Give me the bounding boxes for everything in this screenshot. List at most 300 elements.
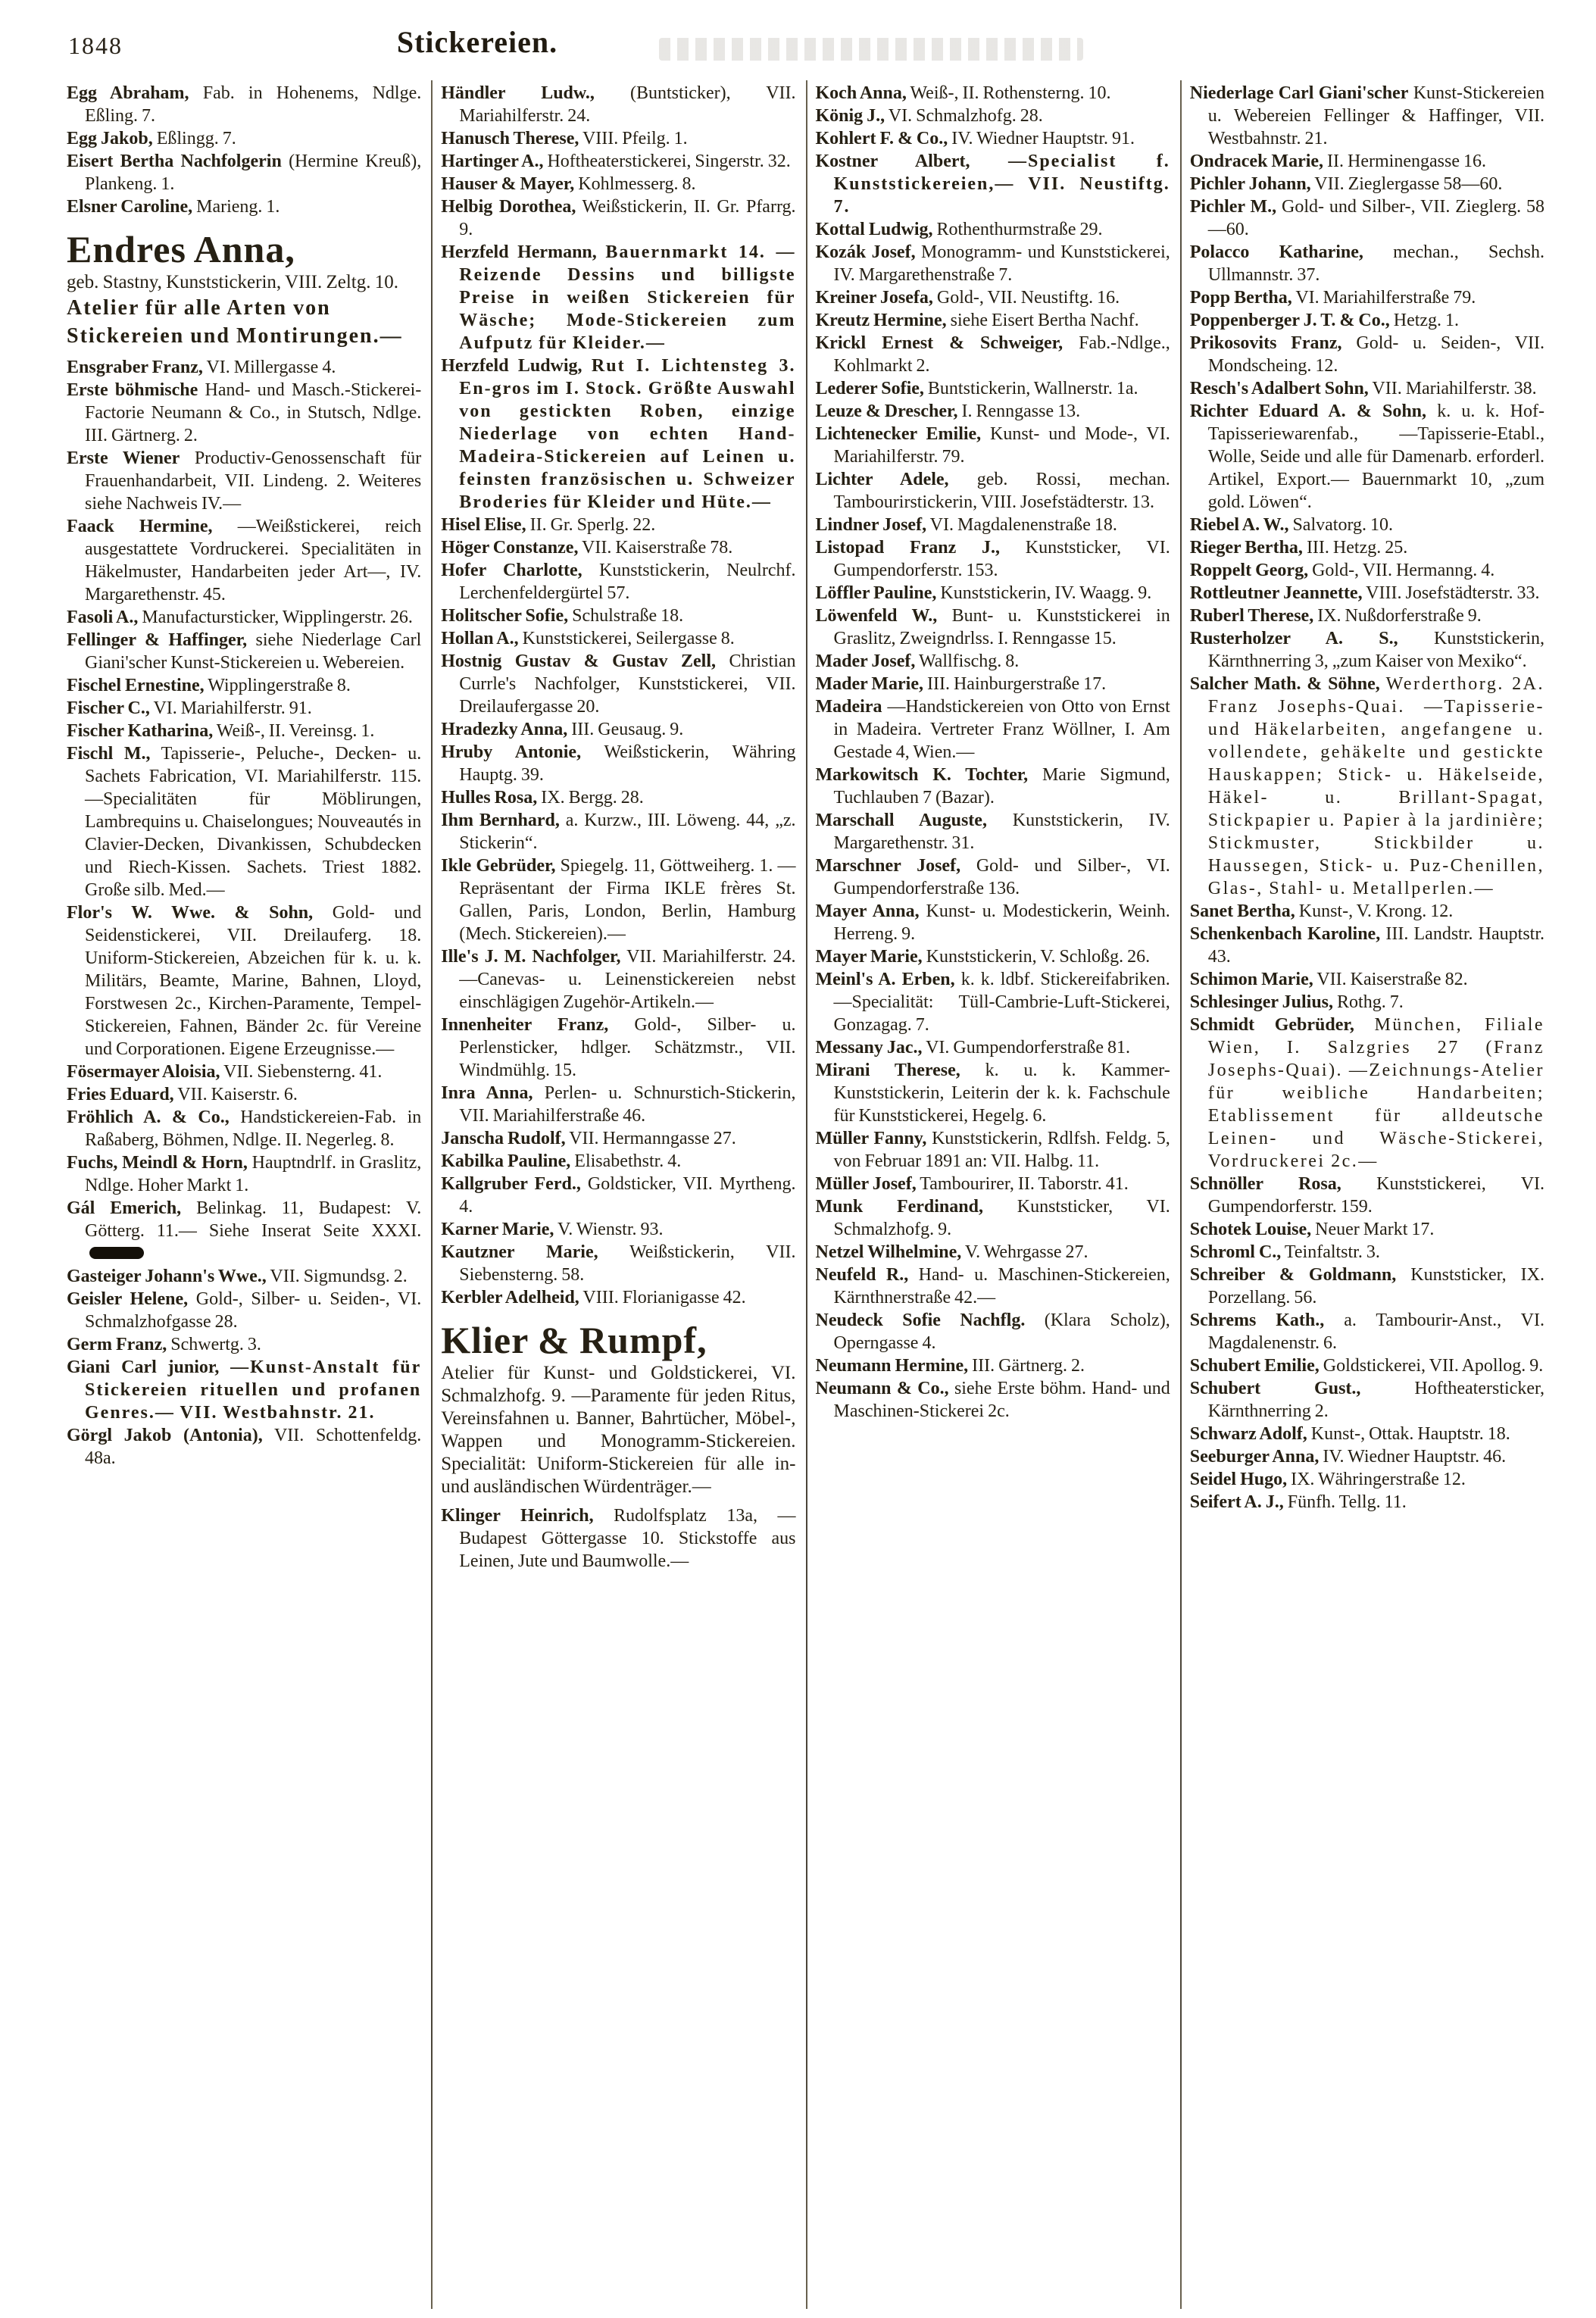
directory-entry xyxy=(816,582,1170,604)
entry-text: Bauernmarkt 14. —Reizende Dessins und billigste Preise in weißen Stickereien für Wäsche; Mode-Stickereien zum Aufputz für Kleider.— xyxy=(459,242,796,353)
entry-text: Gold- u. Seiden-, VII. Mondscheing. 12. xyxy=(1207,333,1545,376)
directory-entry xyxy=(1190,400,1544,514)
entry-name: Ille's J. M. Nachfolger, xyxy=(441,947,621,967)
entry-text: VI. Schmalzhofg. 28. xyxy=(888,106,1043,126)
directory-entry xyxy=(1190,991,1544,1014)
entry-text: mechan., Sechsh. Ullmannstr. 37. xyxy=(1207,242,1544,285)
entry-text: siehe Eisert Bertha Nachf. xyxy=(950,311,1139,330)
directory-entry xyxy=(1190,627,1544,673)
entry-name: Pichler Johann, xyxy=(1189,174,1311,194)
entry-text: Hand- u. Maschinen-Stickereien, Kärnthnerstraße 42.— xyxy=(833,1265,1170,1307)
entry-text: k. u. k. Kammer-Kunststickerin, Leiterin der k. k. Fachschule für Kunststickerei, Hegelg. 6. xyxy=(833,1061,1170,1126)
directory-entry xyxy=(441,536,795,559)
directory-entry xyxy=(1190,150,1544,173)
entry-text: III. Gärtnerg. 2. xyxy=(972,1356,1085,1376)
directory-entry xyxy=(67,1106,421,1151)
entry-name: König J., xyxy=(815,106,885,126)
entry-text: Manufactursticker, Wipplingerstr. 26. xyxy=(142,608,413,627)
directory-entry xyxy=(816,1264,1170,1309)
entry-name: Kohlert F. & Co., xyxy=(815,129,948,148)
directory-entry xyxy=(67,127,421,150)
entry-text: a. Tambourir-Anst., VI. Magdalenenstr. 6. xyxy=(1207,1311,1545,1353)
directory-entry xyxy=(816,1173,1170,1195)
directory-entry xyxy=(67,447,421,515)
entry-text: Eßlingg. 7. xyxy=(156,129,236,148)
directory-entry xyxy=(1190,1468,1544,1491)
entry-text: II. Gr. Sperlg. 22. xyxy=(529,515,656,535)
entry-name: Ikle Gebrüder, xyxy=(441,856,556,876)
directory-entry xyxy=(1190,377,1544,400)
directory-entry xyxy=(1190,82,1544,150)
entry-text: III. Landstr. Hauptstr. 43. xyxy=(1207,924,1544,967)
directory-entry xyxy=(67,629,421,674)
entry-text: —Weißstickerei, reich ausgestattete Vordruckerei. Specialitäten in Häkelmuster, Handarbeiten jeder Art—, IV. Margarethenstr. 45. xyxy=(85,517,422,604)
entry-name: Müller Fanny, xyxy=(815,1129,927,1148)
entry-name: Erste Wiener xyxy=(67,448,180,468)
entry-text: (Buntsticker), VII. Mariahilferstr. 24. xyxy=(459,83,796,126)
entry-text: Kunststickerin, Rdlfsh. Feldg. 5, von Februar 1891 an: VII. Halbg. 11. xyxy=(833,1129,1170,1171)
entry-text: Wallfischg. 8. xyxy=(918,651,1020,671)
entry-name: Munk Ferdinand, xyxy=(815,1197,983,1217)
directory-entry xyxy=(441,1218,795,1241)
entry-text: VI. Mariahilferstr. 91. xyxy=(153,698,312,718)
entry-name: Hartinger A., xyxy=(441,152,544,171)
entry-text: Kunst- u. Modestickerin, Weinh. Herreng. 9. xyxy=(833,901,1170,944)
directory-entry xyxy=(1190,195,1544,241)
entry-name: Görgl Jakob (Antonia), xyxy=(67,1426,263,1445)
entry-name: Sanet Bertha, xyxy=(1189,901,1295,921)
entry-name: Gál Emerich, xyxy=(67,1198,182,1218)
directory-entry xyxy=(816,1354,1170,1377)
entry-name: Meinl's A. Erben, xyxy=(815,970,955,989)
directory-entry xyxy=(67,674,421,697)
directory-entry xyxy=(67,227,421,350)
directory-entry xyxy=(67,356,421,379)
entry-name: Elsner Caroline, xyxy=(67,197,193,217)
entry-text: VII. Mariahilferstr. 38. xyxy=(1372,379,1537,398)
entry-name: Kerbler Adelheid, xyxy=(441,1288,579,1307)
entry-text: —Specialist f. Kunststickereien,— VII. Neustiftg. 7. xyxy=(833,152,1170,217)
entry-name: Kottal Ludwig, xyxy=(815,220,933,239)
directory-entry xyxy=(441,1127,795,1150)
entry-name: Seifert A. J., xyxy=(1189,1492,1284,1512)
entry-name: Seidel Hugo, xyxy=(1189,1470,1288,1489)
entry-name: Fellinger & Haffinger, xyxy=(67,630,248,650)
entry-name: Leuze & Drescher, xyxy=(815,401,958,421)
directory-entry xyxy=(67,901,421,1061)
entry-text: Tambourirer, II. Taborstr. 41. xyxy=(920,1174,1129,1194)
directory-entry xyxy=(1190,604,1544,627)
entry-name: Madeira xyxy=(815,697,882,717)
directory-entry xyxy=(67,1424,421,1470)
directory-entry xyxy=(67,606,421,629)
ink-smudge xyxy=(89,1247,144,1259)
directory-entry xyxy=(1190,673,1544,900)
entry-name: Schotek Louise, xyxy=(1189,1220,1312,1239)
entry-name: Kozák Josef, xyxy=(815,242,916,262)
directory-entry xyxy=(67,1061,421,1083)
directory-entry xyxy=(67,1197,421,1265)
directory-entry xyxy=(816,764,1170,809)
directory-entry xyxy=(67,742,421,901)
entry-text: Handstickereien-Fab. in Raßaberg, Böhmen, Ndlge. II. Negerleg. 8. xyxy=(85,1107,422,1150)
directory-entry xyxy=(816,945,1170,968)
entry-text: VIII. Josefstädterstr. 33. xyxy=(1366,583,1540,603)
entry-name: Löwenfeld W., xyxy=(815,606,938,626)
entry-text: Kunststicker, VI. Schmalzhofg. 9. xyxy=(833,1197,1170,1239)
entry-name: Hanusch Therese, xyxy=(441,129,579,148)
directory-entry xyxy=(816,673,1170,695)
directory-entry xyxy=(1190,1264,1544,1309)
entry-name: Rieger Bertha, xyxy=(1189,538,1303,558)
entry-name: Hruby Antonie, xyxy=(441,742,582,762)
entry-text: geb. Rossi, mechan. Tambourirstickerin, VIII. Josefstädterstr. 13. xyxy=(833,470,1170,512)
entry-name: Mader Marie, xyxy=(815,674,923,694)
directory-entry xyxy=(441,627,795,650)
directory-entry xyxy=(441,718,795,741)
directory-entry xyxy=(816,1377,1170,1423)
entry-name: Hisel Elise, xyxy=(441,515,526,535)
entry-name: Kreiner Josefa, xyxy=(815,288,933,308)
directory-entry xyxy=(441,650,795,718)
entry-text: Monogramm- und Kunststickerei, IV. Margarethenstraße 7. xyxy=(833,242,1170,285)
entry-name: Schrems Kath., xyxy=(1189,1311,1325,1330)
entry-text: Productiv-Genossenschaft für Frauenhandarbeit, VII. Lindeng. 2. Weiteres siehe Nachweis IV.— xyxy=(85,448,422,514)
entry-name: Niederlage Carl Giani'scher xyxy=(1189,83,1409,103)
page-number: 1848 xyxy=(68,32,123,59)
entry-name: Resch's Adalbert Sohn, xyxy=(1189,379,1369,398)
entry-name: Mayer Anna, xyxy=(815,901,920,921)
entry-text: Kunststickerin, Neulrchf. Lerchenfeldergürtel 57. xyxy=(459,561,796,603)
directory-column-1 xyxy=(65,80,424,2309)
entry-name: Müller Josef, xyxy=(815,1174,917,1194)
entry-text: Gold- und Silber-, VII. Zieglerg. 58—60. xyxy=(1207,197,1545,239)
entry-text: Kunststickerin, Kärnthnerring 3, „zum Kaiser von Mexiko“. xyxy=(1207,629,1545,671)
directory-entry xyxy=(67,1333,421,1356)
entry-name: Helbig Dorothea, xyxy=(441,197,576,217)
entry-name: Fröhlich A. & Co., xyxy=(67,1107,230,1127)
entry-text: IV. Wiedner Hauptstr. 46. xyxy=(1323,1447,1507,1467)
entry-name: Egg Jakob, xyxy=(67,129,153,148)
entry-name: Pichler M., xyxy=(1189,197,1277,217)
directory-column-2 xyxy=(439,80,798,2309)
entry-name: Ensgraber Franz, xyxy=(67,358,203,377)
entry-name: Koch Anna, xyxy=(815,83,907,103)
entry-text: Goldstickerei, VII. Apollog. 9. xyxy=(1323,1356,1544,1376)
directory-entry xyxy=(816,1059,1170,1127)
entry-name: Marschall Auguste, xyxy=(815,811,987,830)
entry-text: VI. Mariahilferstraße 79. xyxy=(1295,288,1476,308)
entry-text: VIII. Pfeilg. 1. xyxy=(582,129,688,148)
directory-entry xyxy=(441,1150,795,1173)
entry-text: Kunst-, V. Krong. 12. xyxy=(1298,901,1454,921)
directory-entry xyxy=(816,809,1170,854)
entry-text: Salvatorg. 10. xyxy=(1292,515,1393,535)
directory-column-4 xyxy=(1188,80,1548,2309)
directory-entry xyxy=(816,1309,1170,1354)
entry-text: Marie Sigmund, Tuchlauben 7 (Bazar). xyxy=(833,765,1170,808)
entry-text: Rothenthurmstraße 29. xyxy=(936,220,1103,239)
entry-text: I. Renngasse 13. xyxy=(961,401,1081,421)
entry-text: IV. Wiedner Hauptstr. 91. xyxy=(951,129,1135,148)
entry-name: Schroml C., xyxy=(1189,1242,1282,1262)
directory-entry xyxy=(1190,1377,1544,1423)
entry-text: (Klara Scholz), Operngasse 4. xyxy=(833,1311,1170,1353)
entry-name: Richter Eduard A. & Sohn, xyxy=(1189,401,1427,421)
entry-name: Messany Jac., xyxy=(815,1038,923,1057)
directory-entry xyxy=(816,241,1170,286)
entry-text: VII. Schottenfeldg. 48a. xyxy=(85,1426,422,1468)
entry-name: Seeburger Anna, xyxy=(1189,1447,1320,1467)
entry-text: V. Wehrgasse 27. xyxy=(964,1242,1088,1262)
directory-entry xyxy=(441,173,795,195)
entry-name: Kreutz Hermine, xyxy=(815,311,947,330)
entry-name: Lederer Sofie, xyxy=(815,379,924,398)
directory-entry xyxy=(1190,241,1544,286)
directory-entry xyxy=(67,1265,421,1288)
entry-name: Ruberl Therese, xyxy=(1189,606,1314,626)
directory-entry xyxy=(816,377,1170,400)
directory-entry xyxy=(1190,559,1544,582)
entry-text: V. Wienstr. 93. xyxy=(558,1220,664,1239)
entry-text: —Handstickereien von Otto von Ernst in Madeira. Vertreter Franz Wöllner, I. Am Gestade 4, Wien.— xyxy=(833,697,1170,762)
directory-entry xyxy=(1190,309,1544,332)
entry-text: Kunststicker, VI. Gumpendorferstr. 153. xyxy=(833,538,1170,580)
entry-text: Kunststickerei, VI. Gumpendorferstr. 159. xyxy=(1207,1174,1545,1217)
entry-text: Fab.-Ndlge., Kohlmarkt 2. xyxy=(833,333,1170,376)
entry-name: Neumann & Co., xyxy=(815,1379,949,1398)
entry-text: Atelier für Kunst- und Goldstickerei, VI. Schmalzhofg. 9. —Paramente für jeden Ritus, Vereinsfahnen u. Banner, Bahrtücher, Möbel-, Wappen und Monogramm-Stickereien. Specialität: Uniform-Stickereien für alle in- und ausländischen Würdenträger.— xyxy=(441,1363,796,1497)
entry-text: IX. Währingerstraße 12. xyxy=(1291,1470,1466,1489)
directory-entry xyxy=(816,854,1170,900)
entry-text: III. Hetzg. 25. xyxy=(1306,538,1408,558)
entry-name: Mirani Therese, xyxy=(815,1061,960,1080)
entry-name: Kallgruber Ferd., xyxy=(441,1174,581,1194)
entry-text: Gold-, Silber- u. Seiden-, VI. Schmalzhofgasse 28. xyxy=(85,1289,422,1332)
directory-entry xyxy=(816,127,1170,150)
entry-text: Perlen- u. Schnurstich-Stickerin, VII. Mariahilferstraße 46. xyxy=(459,1083,796,1126)
entry-name: Schimon Marie, xyxy=(1189,970,1313,989)
entry-name: Hulles Rosa, xyxy=(441,788,538,808)
directory-entry xyxy=(816,150,1170,218)
entry-text: VII. Siebensterng. 41. xyxy=(223,1062,383,1082)
entry-name: Rottleutner Jeannette, xyxy=(1189,583,1363,603)
directory-entry xyxy=(67,1083,421,1106)
entry-text: Schwertg. 3. xyxy=(170,1335,261,1354)
directory-entry xyxy=(441,355,795,514)
entry-text: Spiegelg. 11, Göttweiherg. 1. —Repräsentant der Firma IKLE frères St. Gallen, Paris, London, Berlin, Hamburg (Mech. Stickereien).— xyxy=(459,856,796,944)
entry-text: VI. Millergasse 4. xyxy=(206,358,336,377)
entry-name: Hollan A., xyxy=(441,629,519,648)
entry-name: Händler Ludw., xyxy=(441,83,595,103)
directory-entry xyxy=(816,900,1170,945)
entry-text: Christian Currle's Nachfolger, Kunststickerei, VII. Dreilaufergasse 20. xyxy=(459,651,796,717)
directory-entry xyxy=(1190,173,1544,195)
entry-name: Neumann Hermine, xyxy=(815,1356,969,1376)
directory-entry xyxy=(441,604,795,627)
directory-entry xyxy=(1190,1014,1544,1173)
entry-name: Schnöller Rosa, xyxy=(1189,1174,1341,1194)
entry-text: Teinfaltstr. 3. xyxy=(1284,1242,1380,1262)
entry-text: IX. Bergg. 28. xyxy=(541,788,644,808)
entry-text: Belinkag. 11, Budapest: V. Götterg. 11.— Siehe Inserat Seite XXXI. xyxy=(85,1198,422,1241)
directory-entry xyxy=(1190,923,1544,968)
entry-name: Höger Constanze, xyxy=(441,538,579,558)
entry-name: Innenheiter Franz, xyxy=(441,1015,609,1035)
entry-text: Hoftheatersticker, Kärnthnerring 2. xyxy=(1207,1379,1544,1421)
entry-name: Poppenberger J. T. & Co., xyxy=(1189,311,1390,330)
entry-text: Kunststickerei, Seilergasse 8. xyxy=(522,629,735,648)
entry-text: Kunststicker, IX. Porzellang. 56. xyxy=(1207,1265,1544,1307)
directory-entry xyxy=(67,1356,421,1424)
entry-name: Germ Franz, xyxy=(67,1335,167,1354)
entry-name: Klinger Heinrich, xyxy=(441,1506,594,1526)
entry-text: VII. Hermanngasse 27. xyxy=(569,1129,736,1148)
entry-name: Janscha Rudolf, xyxy=(441,1129,566,1148)
directory-entry xyxy=(816,604,1170,650)
entry-name: Gasteiger Johann's Wwe., xyxy=(67,1267,267,1286)
directory-entry xyxy=(67,1288,421,1333)
directory-entry xyxy=(441,514,795,536)
entry-text: Gold-, VII. Hermanng. 4. xyxy=(1312,561,1495,580)
entry-name: Holitscher Sofie, xyxy=(441,606,569,626)
directory-entry xyxy=(1190,1309,1544,1354)
entry-text: k. u. k. Hof-Tapisseriewarenfab., —Tapisserie-Etabl., Wolle, Seide und alle für Damenarb. erforderl. Artikel, Export.— Bauernmarkt 10, „zum gold. Löwen“. xyxy=(1207,401,1544,512)
entry-name: Schenkenbach Karoline, xyxy=(1189,924,1381,944)
entry-text: Goldsticker, VII. Myrtheng. 4. xyxy=(459,1174,796,1217)
directory-entry xyxy=(441,1014,795,1082)
entry-text: Gold-, Silber- u. Perlensticker, hdlger. Schätzmstr., VII. Windmühlg. 15. xyxy=(459,1015,796,1080)
entry-name: Flor's W. Wwe. & Sohn, xyxy=(67,903,314,923)
directory-entry xyxy=(67,82,421,127)
directory-entry xyxy=(1190,332,1544,377)
entry-name: Markowitsch K. Tochter, xyxy=(815,765,1029,785)
entry-name: Geisler Helene, xyxy=(67,1289,189,1309)
entry-text: Schulstraße 18. xyxy=(572,606,684,626)
entry-name: Herzfeld Hermann, xyxy=(441,242,597,262)
directory-entry xyxy=(67,720,421,742)
directory-entry xyxy=(1190,900,1544,923)
entry-text: Weißstickerin, II. Gr. Pfarrg. 9. xyxy=(459,197,796,239)
directory-entry xyxy=(441,195,795,241)
entry-text: Rut I. Lichtensteg 3. En-gros im I. Stock. Größte Auswahl von gestickten Roben, einzige Niederlage von echten Hand-Madeira-Stickereien auf Leinen u. feinsten französischen u. Schweizer Broderies für Kleider und Hüte.— xyxy=(459,356,796,512)
directory-entry xyxy=(441,127,795,150)
directory-entry xyxy=(816,1127,1170,1173)
entry-text: VI. Gumpendorferstraße 81. xyxy=(926,1038,1130,1057)
entry-name: Egg Abraham, xyxy=(67,83,189,103)
entry-text: VII. Kaiserstraße 82. xyxy=(1316,970,1468,989)
page-title: Stickereien. xyxy=(396,25,558,59)
entry-name: Schmidt Gebrüder, xyxy=(1189,1015,1354,1035)
entry-name: Fuchs, Meindl & Horn, xyxy=(67,1153,248,1173)
entry-name: Rusterholzer A. S., xyxy=(1189,629,1398,648)
entry-name: Faack Hermine, xyxy=(67,517,213,536)
entry-name: Roppelt Georg, xyxy=(1189,561,1309,580)
directory-entry xyxy=(67,195,421,218)
directory-entry xyxy=(441,854,795,945)
entry-name: Fasoli A., xyxy=(67,608,139,627)
entry-text: VII. Mariahilferstr. 24. —Canevas- u. Leinenstickereien nebst einschlägigen Zugehör-Artikeln.— xyxy=(459,947,796,1012)
entry-text: Kohlmesserg. 8. xyxy=(578,174,696,194)
entry-name: Karner Marie, xyxy=(441,1220,554,1239)
entry-name: Ondracek Marie, xyxy=(1189,152,1324,171)
entry-name: Erste böhmische xyxy=(67,380,198,400)
directory-entry xyxy=(441,1173,795,1218)
entry-text: Weißstickerin, Währing Hauptg. 39. xyxy=(459,742,796,785)
entry-name: Hradezky Anna, xyxy=(441,720,568,739)
directory-entry xyxy=(1190,1354,1544,1377)
entry-text: Rudolfsplatz 13a, —Budapest Göttergasse 10. Stickstoffe aus Leinen, Jute und Baumwolle.— xyxy=(459,1506,796,1571)
entry-text: München, Filiale Wien, I. Salzgries 27 (Franz Josephs-Quai). —Zeichnungs-Atelier für weibliche Handarbeiten; Etablissement für alldeutsche Leinen- und Wäsche-Stickerei, Vordruckerei 2c.— xyxy=(1207,1015,1545,1171)
directory-entry xyxy=(441,1241,795,1286)
entry-text: geb. Stastny, Kunststickerin, VIII. Zeltg. 10. xyxy=(67,272,398,292)
column-divider xyxy=(806,80,807,2309)
entry-text: siehe Niederlage Carl Giani'scher Kunst-Stickereien u. Webereien. xyxy=(85,630,422,673)
entry-name: Lindner Josef, xyxy=(815,515,927,535)
directory-entry xyxy=(67,379,421,447)
entry-name: Riebel A. W., xyxy=(1189,515,1289,535)
directory-entry xyxy=(816,536,1170,582)
directory-columns xyxy=(65,80,1548,2309)
directory-entry xyxy=(1190,1423,1544,1445)
entry-name: Hostnig Gustav & Gustav Zell, xyxy=(441,651,716,671)
directory-entry xyxy=(1190,536,1544,559)
directory-entry xyxy=(816,105,1170,127)
directory-entry xyxy=(816,1241,1170,1264)
entry-text: Rothg. 7. xyxy=(1337,992,1404,1012)
entry-display-text: Atelier für alle Arten von Stickereien und Montirungen.— xyxy=(67,296,403,348)
entry-text: IX. Nußdorferstraße 9. xyxy=(1317,606,1482,626)
entry-name: Fischer Katharina, xyxy=(67,721,214,741)
entry-text: Kunst- und Mode-, VI. Mariahilferstr. 79. xyxy=(833,424,1170,467)
entry-text: Kunststickerin, IV. Waagg. 9. xyxy=(940,583,1152,603)
directory-entry xyxy=(816,423,1170,468)
bleed-through-artifact xyxy=(659,38,1083,61)
entry-name: Herzfeld Ludwig, xyxy=(441,356,582,376)
entry-text: Gold- und Silber-, VI. Gumpendorferstraße 136. xyxy=(833,856,1170,898)
directory-entry xyxy=(441,1082,795,1127)
entry-text: Hand- und Masch.-Stickerei-Factorie Neumann & Co., in Stutsch, Ndlge. III. Gärtnerg. 2. xyxy=(85,380,422,445)
directory-entry xyxy=(1190,1218,1544,1241)
entry-text: VII. Zieglergasse 58—60. xyxy=(1314,174,1503,194)
entry-name: Prikosovits Franz, xyxy=(1189,333,1342,353)
entry-name: Fries Eduard, xyxy=(67,1085,174,1104)
entry-text: Hauptndrlf. in Graslitz, Ndlge. Hoher Markt 1. xyxy=(85,1153,422,1195)
entry-text: Weiß-, II. Rothensterng. 10. xyxy=(910,83,1111,103)
entry-name: Lichter Adele, xyxy=(815,470,949,489)
entry-text: VII. Kaiserstraße 78. xyxy=(582,538,733,558)
entry-name: Ihm Bernhard, xyxy=(441,811,560,830)
entry-name: Popp Bertha, xyxy=(1189,288,1292,308)
entry-name: Marschner Josef, xyxy=(815,856,961,876)
entry-text: Weiß-, II. Vereinsg. 1. xyxy=(216,721,375,741)
directory-entry xyxy=(67,515,421,606)
entry-text: Buntstickerin, Wallnerstr. 1a. xyxy=(927,379,1138,398)
directory-entry xyxy=(816,968,1170,1036)
directory-entry xyxy=(1190,514,1544,536)
entry-text: Werderthorg. 2A. Franz Josephs-Quai. —Tapisserie- und Häkelarbeiten, angefangene u. vollendete, gehäkelte und gestickte Hauskappen; Stick- u. Häkelseide, Häkel- u. Brillant-Spagat, Stickpapier u. Papier à la jardinière; Stickmuster, Stickbilder u. Haussegen, Stick- u. Puz-Chenillen, Glas-, Stahl- u. Metallperlen.— xyxy=(1207,674,1545,898)
entry-name: Klier & Rumpf, xyxy=(441,1319,707,1361)
entry-text: Fünfh. Tellg. 11. xyxy=(1287,1492,1407,1512)
entry-text: a. Kurzw., III. Löweng. 44, „z. Stickerin“. xyxy=(459,811,796,853)
entry-name: Netzel Wilhelmine, xyxy=(815,1242,962,1262)
entry-text: VII. Sigmundsg. 2. xyxy=(270,1267,408,1286)
directory-column-3 xyxy=(814,80,1173,2309)
entry-name: Hofer Charlotte, xyxy=(441,561,582,580)
entry-name: Kautzner Marie, xyxy=(441,1242,598,1262)
directory-entry xyxy=(816,695,1170,764)
entry-text: Hetzg. 1. xyxy=(1393,311,1460,330)
